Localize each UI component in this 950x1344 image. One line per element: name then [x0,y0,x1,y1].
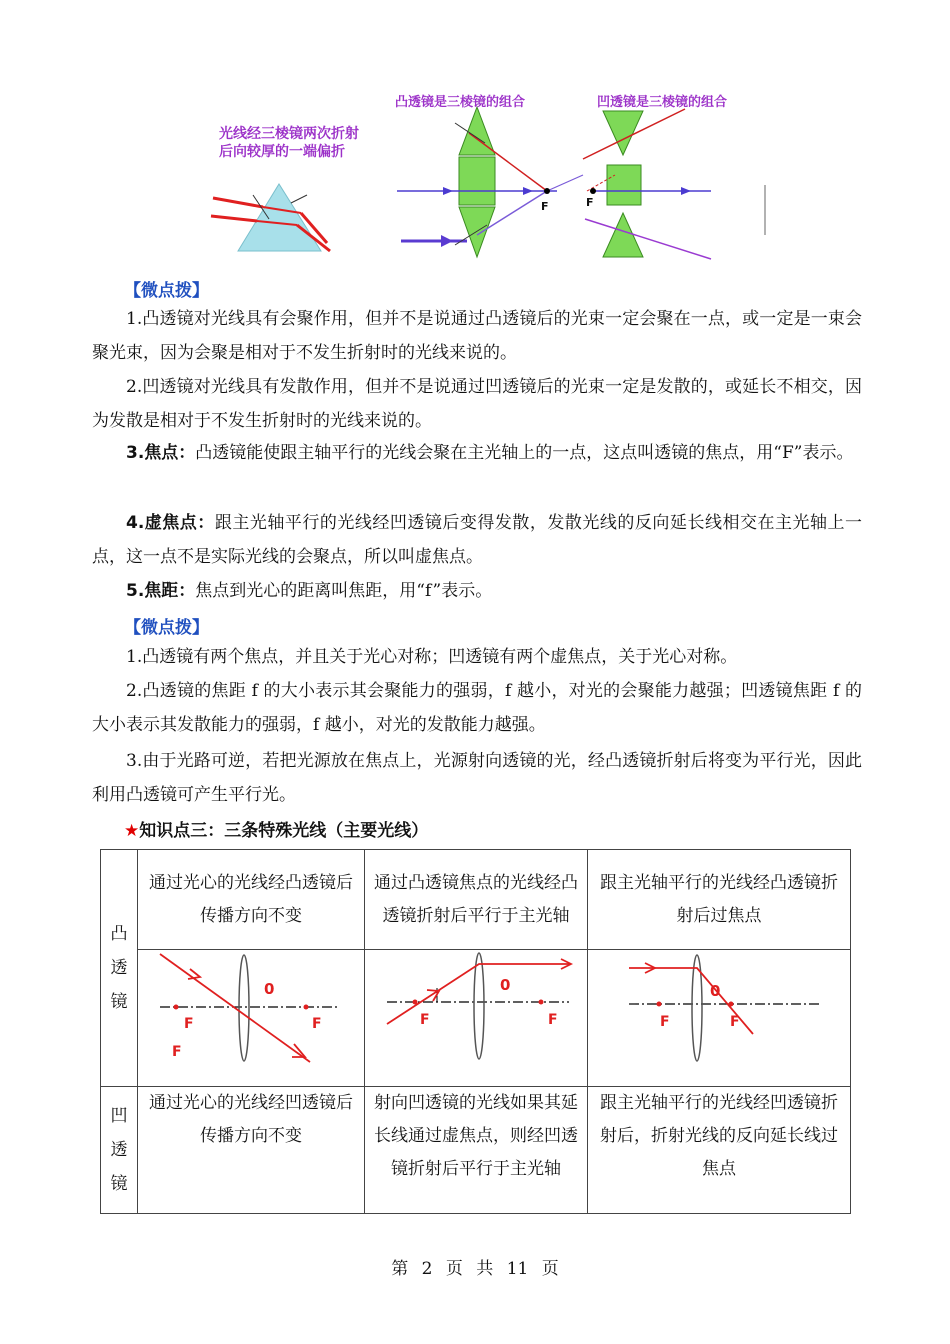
tip2-para-3: 3.由于光路可逆，若把光源放在焦点上，光源射向透镜的光，经凸透镜折射后将变为平行光，因此利用凸透镜可产生平行光。 [92,751,862,805]
def-focal-term: 5.焦距： [126,581,196,601]
prism-caption-line1: 光线经三棱镜两次折射 [219,126,359,142]
page-footer: 第 2 页 共 11 页 [391,1259,559,1279]
convex-focus-label: F [541,200,549,213]
concave-header-text: 凹透镜 [110,1106,128,1194]
ray-parallel-diagram [593,950,845,1074]
tip2-para-1: 1.凸透镜有两个焦点，并且关于光心对称；凹透镜有两个虚焦点，关于光心对称。 [126,647,738,667]
prism-caption-line2: 后向较厚的一端偏折 [219,144,345,160]
def-virtual-term: 4.虚焦点： [126,513,215,533]
def-virtual-focus [92,506,862,574]
def-focal-length [92,574,862,608]
focus-label-c6: F [730,1014,740,1030]
tip-heading-1: 【微点拨】 [124,281,209,301]
focus-label-c4: F [548,1012,558,1028]
def-focus-term: 3.焦点： [126,443,196,463]
convex-header-text: 凸透镜 [110,924,128,1012]
table-cell: 通过光心的光线经凹透镜后传播方向不变 [138,1087,365,1214]
convex-row-header [101,850,138,1087]
star-icon: ★ [124,821,140,841]
def-focus [92,436,862,470]
tip1-para-1: 1.凸透镜对光线具有会聚作用，但并不是说通过凸透镜后的光束一定会聚在一点，或一定是一束会聚光束，因为会聚是相对于不发生折射时的光线来说的。 [92,309,862,363]
center-label-1: 0 [500,976,511,994]
def-virtual-text: 跟主光轴平行的光线经凹透镜后变得发散，发散光线的反向延长线相交在主光轴上一点，这一点不是实际光线的会聚点，所以叫虚焦点。 [92,513,862,567]
def-focal-text: 焦点到光心的距离叫焦距，用“f”表示。 [195,581,493,601]
prism-caption [219,125,359,161]
def-focus-text: 凸透镜能使跟主轴平行的光线会聚在主光轴上的一点，这点叫透镜的焦点，用“F”表示。 [195,443,854,463]
tip-heading-2: 【微点拨】 [124,618,209,638]
table-cell: 跟主光轴平行的光线经凸透镜折射后过焦点 [588,850,851,950]
table-cell: 射向凹透镜的光线如果其延长线通过虚焦点，则经凹透镜折射后平行于主光轴 [365,1087,588,1214]
knowledge-point-text: 知识点三：三条特殊光线（主要光线） [139,821,429,841]
ray-figure-parallel [588,950,851,1087]
focus-label-left: F [172,1044,182,1060]
tip2-para-2: 2.凸透镜的焦距 f 的大小表示其会聚能力的强弱，f 越小，对光的会聚能力越强；凹透镜焦距 f 的大小表示其发散能力的强弱，f 越小，对光的发散能力越强。 [92,681,862,735]
table-cell: 跟主光轴平行的光线经凹透镜折射后，折射光线的反向延长线过焦点 [588,1087,851,1214]
knowledge-point-title [124,816,428,841]
focus-label-c1: F [184,1016,194,1032]
lens-prism-diagram [205,85,775,265]
focus-label-c5: F [660,1014,670,1030]
table-cell: 通过凸透镜焦点的光线经凸透镜折射后平行于主光轴 [365,850,588,950]
table-row [101,1087,851,1214]
focus-label-c2: F [312,1016,322,1032]
concave-focus-label: F [586,196,594,209]
focus-label-c3: F [420,1012,430,1028]
concave-caption: 凹透镜是三棱镜的组合 [597,95,728,110]
lens-prism-figure [205,85,775,265]
table-row [101,850,851,950]
table-cell: 通过光心的光线经凸透镜后传播方向不变 [138,850,365,950]
center-label-2: 0 [710,982,721,1000]
center-label-0: 0 [264,980,275,998]
special-rays-table [100,849,851,1214]
convex-caption: 凸透镜是三棱镜的组合 [395,95,526,110]
tip1-para-2: 2.凹透镜对光线具有发散作用，但并不是说通过凹透镜后的光束一定是发散的，或延长不相交，因为发散是相对于不发生折射时的光线来说的。 [92,377,862,431]
ray-figure-center [138,950,365,1087]
concave-row-header [101,1087,138,1214]
